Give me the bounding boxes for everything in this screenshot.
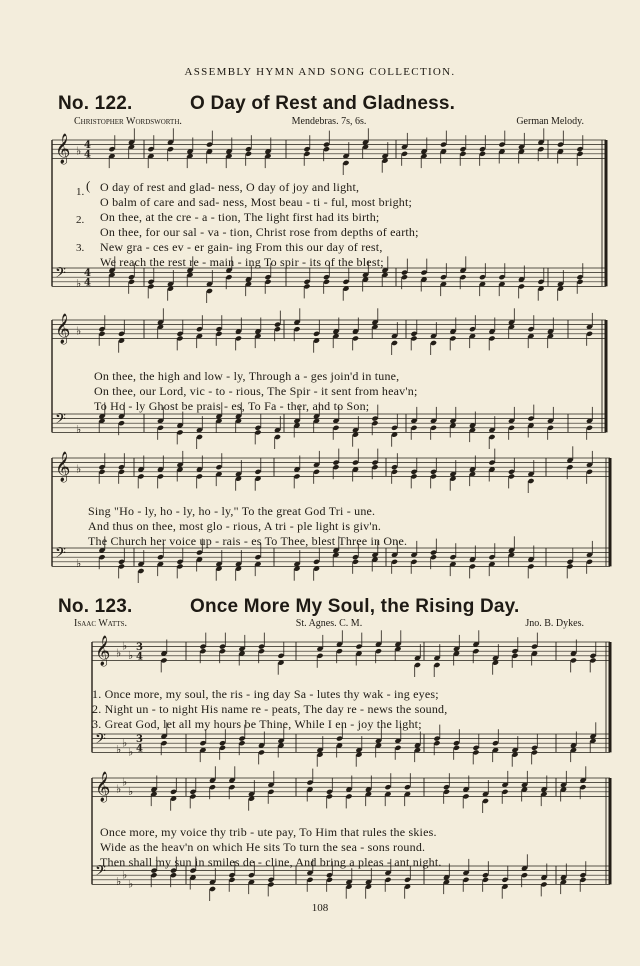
- lyric-line: On thee, the high and low - ly, Through a - ges join'd in tune,: [94, 369, 400, 383]
- hymn-122-author: Christopher Wordsworth.: [74, 116, 182, 127]
- lyric-line: Sing "Ho - ly, ho - ly, ho - ly," To the great God Tri - une.: [88, 504, 376, 518]
- flat-icon: ♭: [128, 877, 134, 891]
- hymn-123-author: Isaac Watts.: [74, 618, 127, 629]
- time-signature-denominator: 4: [136, 743, 143, 755]
- lyric-line: The Church her voice up - rais - es To Thee, blest Three in One.: [88, 534, 408, 548]
- verse-number: 2.: [76, 214, 85, 226]
- flat-icon: ♭: [76, 423, 82, 437]
- verse-brace: (: [86, 178, 91, 193]
- hymn-122-number: No. 122.: [58, 93, 133, 114]
- time-signature-numerator: 4: [84, 268, 91, 279]
- lyric-line: On thee, at the cre - a - tion, The light first had its birth;: [100, 210, 380, 224]
- bass-clef-icon: 𝄢: [95, 731, 106, 751]
- bass-clef-icon: 𝄢: [55, 265, 66, 285]
- lyric-line: New gra - ces ev - er gain- ing From this our day of rest,: [100, 240, 383, 254]
- hymn-123-number: No. 123.: [58, 596, 133, 617]
- flat-icon: ♭: [76, 277, 82, 291]
- hymn-123-title-text: Once More My Soul, the Rising Day.: [190, 596, 520, 617]
- hymn-123-composer: Jno. B. Dykes.: [525, 618, 584, 629]
- time-signature-numerator: 3: [136, 734, 143, 745]
- flat-icon: ♭: [76, 462, 82, 476]
- time-signature-numerator: 3: [136, 642, 143, 653]
- lyric-line: We reach the rest re - main - ing To spir - its of the blest;: [100, 255, 384, 269]
- hymn-122-title-text: O Day of Rest and Gladness.: [190, 93, 456, 114]
- flat-icon: ♭: [128, 745, 134, 759]
- flat-icon: ♭: [76, 557, 82, 571]
- flat-icon: ♭: [128, 648, 134, 662]
- treble-clef-icon: 𝄞: [55, 452, 71, 482]
- lyric-line: Wide as the heav'n on which He sits To turn the sea - sons round.: [100, 840, 426, 854]
- bass-clef-icon: 𝄢: [55, 411, 66, 431]
- flat-icon: ♭: [76, 144, 82, 158]
- treble-clef-icon: 𝄞: [55, 134, 71, 164]
- time-signature-denominator: 4: [136, 651, 143, 663]
- lyric-line: O day of rest and glad- ness, O day of joy and light,: [100, 180, 360, 194]
- bass-clef-icon: 𝄢: [55, 545, 66, 565]
- treble-clef-icon: 𝄞: [95, 772, 111, 802]
- flat-icon: ♭: [116, 782, 122, 796]
- lyric-line: 1. Once more, my soul, the ris - ing day Sa - lutes thy wak - ing eyes;: [92, 687, 439, 701]
- verse-number: 3.: [76, 242, 85, 254]
- lyric-line: O balm of care and sad- ness, Most beau - ti - ful, most bright;: [100, 195, 413, 209]
- flat-icon: ♭: [116, 743, 122, 757]
- time-signature-denominator: 4: [84, 277, 91, 289]
- flat-icon: ♭: [128, 784, 134, 798]
- lyric-line: Once more, my voice thy trib - ute pay, To Him that rules the skies.: [100, 825, 437, 839]
- lyric-line: On thee, for our sal - va - tion, Christ rose from depths of earth;: [100, 225, 419, 239]
- bass-clef-icon: 𝄢: [95, 863, 106, 883]
- lyric-line: To Ho - ly Ghost be prais - es, To Fa - ther, and to Son;: [94, 399, 370, 413]
- flat-icon: ♭: [116, 875, 122, 889]
- treble-clef-icon: 𝄞: [95, 636, 111, 666]
- flat-icon: ♭: [76, 324, 82, 338]
- flat-icon: ♭: [116, 646, 122, 660]
- flat-icon: ♭: [122, 736, 128, 750]
- verse-number: 1.: [76, 186, 85, 198]
- lyric-line: 2. Night un - to night His name re - peats, The day re - news the sound,: [92, 702, 448, 716]
- treble-clef-icon: 𝄞: [55, 314, 71, 344]
- hymn-122-tune: Mendebras. 7s, 6s.: [291, 116, 367, 127]
- lyric-line: Then shall my sun in smiles de - cline, And bring a pleas - ant night.: [100, 855, 442, 869]
- page-number: 108: [311, 902, 329, 914]
- flat-icon: ♭: [122, 868, 128, 882]
- running-head: ASSEMBLY HYMN AND SONG COLLECTION.: [184, 66, 456, 78]
- lyric-line: On thee, our Lord, vic - to - rious, The Spir - it sent from heav'n;: [94, 384, 418, 398]
- lyric-line: 3. Great God, let all my hours be Thine, While I en - joy the light;: [92, 717, 422, 731]
- time-signature-denominator: 4: [84, 149, 91, 161]
- time-signature-numerator: 4: [84, 140, 91, 151]
- hymn-122-composer: German Melody.: [516, 116, 584, 127]
- hymn-123-tune: St. Agnes. C. M.: [295, 618, 363, 629]
- flat-icon: ♭: [122, 639, 128, 653]
- flat-icon: ♭: [122, 775, 128, 789]
- lyric-line: And thus on thee, most glo - rious, A tri - ple light is giv'n.: [88, 519, 382, 533]
